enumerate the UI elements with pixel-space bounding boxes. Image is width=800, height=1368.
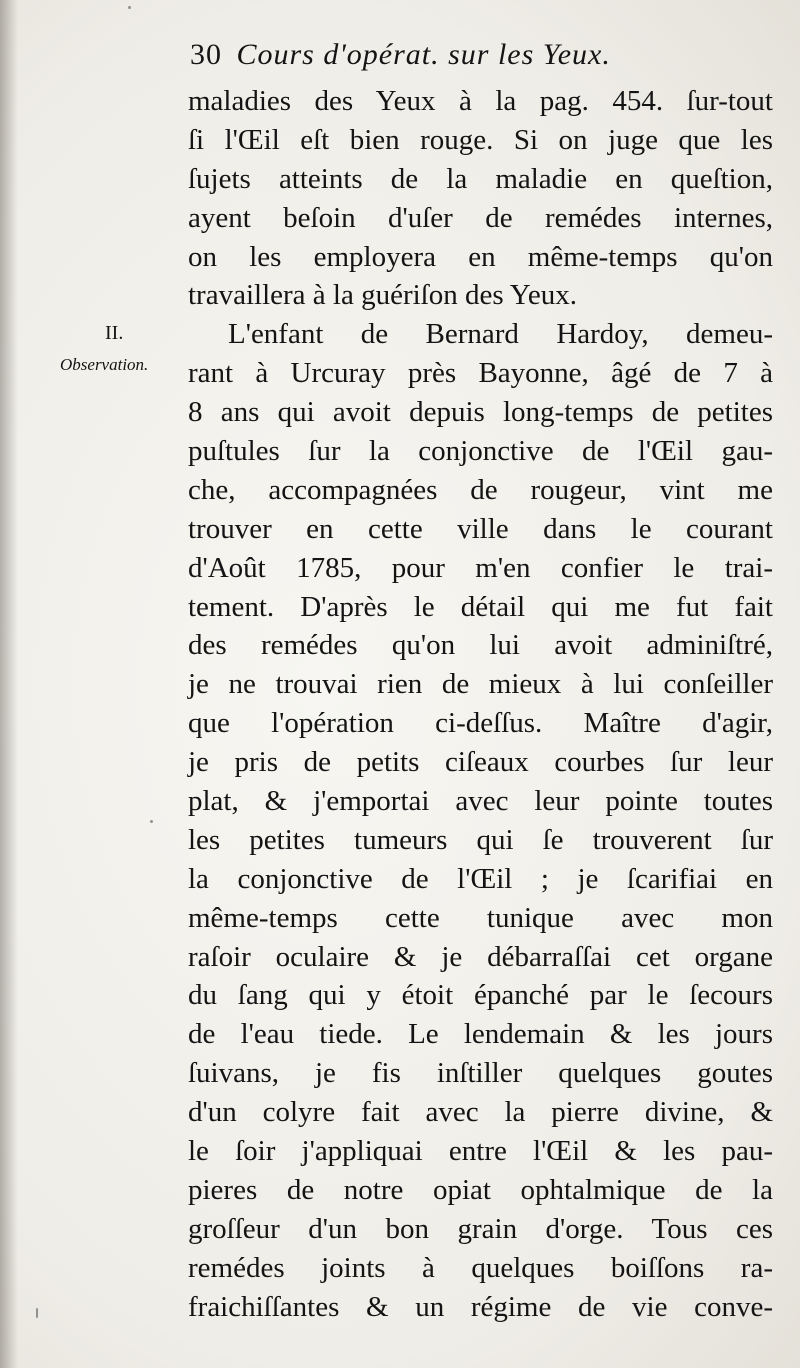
text-line: ayent beſoin d'uſer de remédes internes, [188,201,773,234]
text-line: maladies des Yeux à la pag. 454. ſur-tout [188,85,773,117]
paper-speck [150,820,153,823]
text-line: puſtules ſur la conjonctive de l'Œil gau- [188,435,773,468]
running-title: Cours d'opérat. sur les Yeux. [236,38,611,71]
text-line: rant à Urcuray près Bayonne, âgé de 7 à [188,357,773,390]
margin-observation-number: II. [105,322,124,344]
text-line: on les employera en même-temps qu'on [188,240,773,273]
body-text [188,82,773,1327]
text-line: je pris de petits ciſeaux courbes ſur leur [188,746,773,779]
text-line: d'Août 1785, pour m'en confier le trai- [188,551,773,584]
text-line: que l'opération ci-deſſus. Maître d'agir, [188,707,773,740]
paper-speck [36,1308,38,1318]
running-header [190,38,611,72]
text-line: des remédes qu'on lui avoit adminiſtré, [188,629,773,662]
text-line: d'un colyre fait avec la pierre divine, & [188,1096,773,1129]
text-line: travaillera à la guériſon des Yeux. [188,279,577,312]
text-line: les petites tumeurs qui ſe trouverent ſur [188,823,773,856]
text-line: plat, & j'emportai avec leur pointe toutes [188,785,773,818]
text-line: pieres de notre opiat ophtalmique de la [188,1173,773,1206]
text-line: du ſang qui y étoit épanché par le ſecours [188,979,773,1012]
text-line: ſuivans, je fis inſtiller quelques goutes [188,1057,773,1090]
text-line: ſujets atteints de la maladie en queſtion, [188,162,773,195]
text-line: groſſeur d'un bon grain d'orge. Tous ces [188,1212,773,1245]
page-number: 30 [190,38,222,71]
text-line: même-temps cette tunique avec mon [188,901,773,934]
text-line: 8 ans qui avoit depuis long-temps de petites [188,396,773,429]
text-line: je ne trouvai rien de mieux à lui conſeiller [188,668,773,701]
text-line: la conjonctive de l'Œil ; je ſcarifiai en [188,862,773,895]
text-line: raſoir oculaire & je débarraſſai cet organe [188,940,773,973]
text-line: remédes joints à quelques boiſſons ra- [188,1251,773,1284]
text-line: tement. D'après le détail qui me fut fait [188,590,773,623]
text-line: L'enfant de Bernard Hardoy, demeu- [228,318,773,351]
text-line: le ſoir j'appliquai entre l'Œil & les pau- [188,1135,773,1168]
text-line: ſi l'Œil eſt bien rouge. Si on juge que les [188,123,773,156]
paper-speck [128,6,131,9]
text-line: trouver en cette ville dans le courant [188,512,773,545]
page-edge-shadow [0,0,18,1368]
text-line: fraichiſſantes & un régime de vie conve- [188,1290,773,1323]
text-line: de l'eau tiede. Le lendemain & les jours [188,1018,773,1051]
text-line: che, accompagnées de rougeur, vint me [188,473,773,506]
margin-observation-label: Observation. [60,355,149,374]
